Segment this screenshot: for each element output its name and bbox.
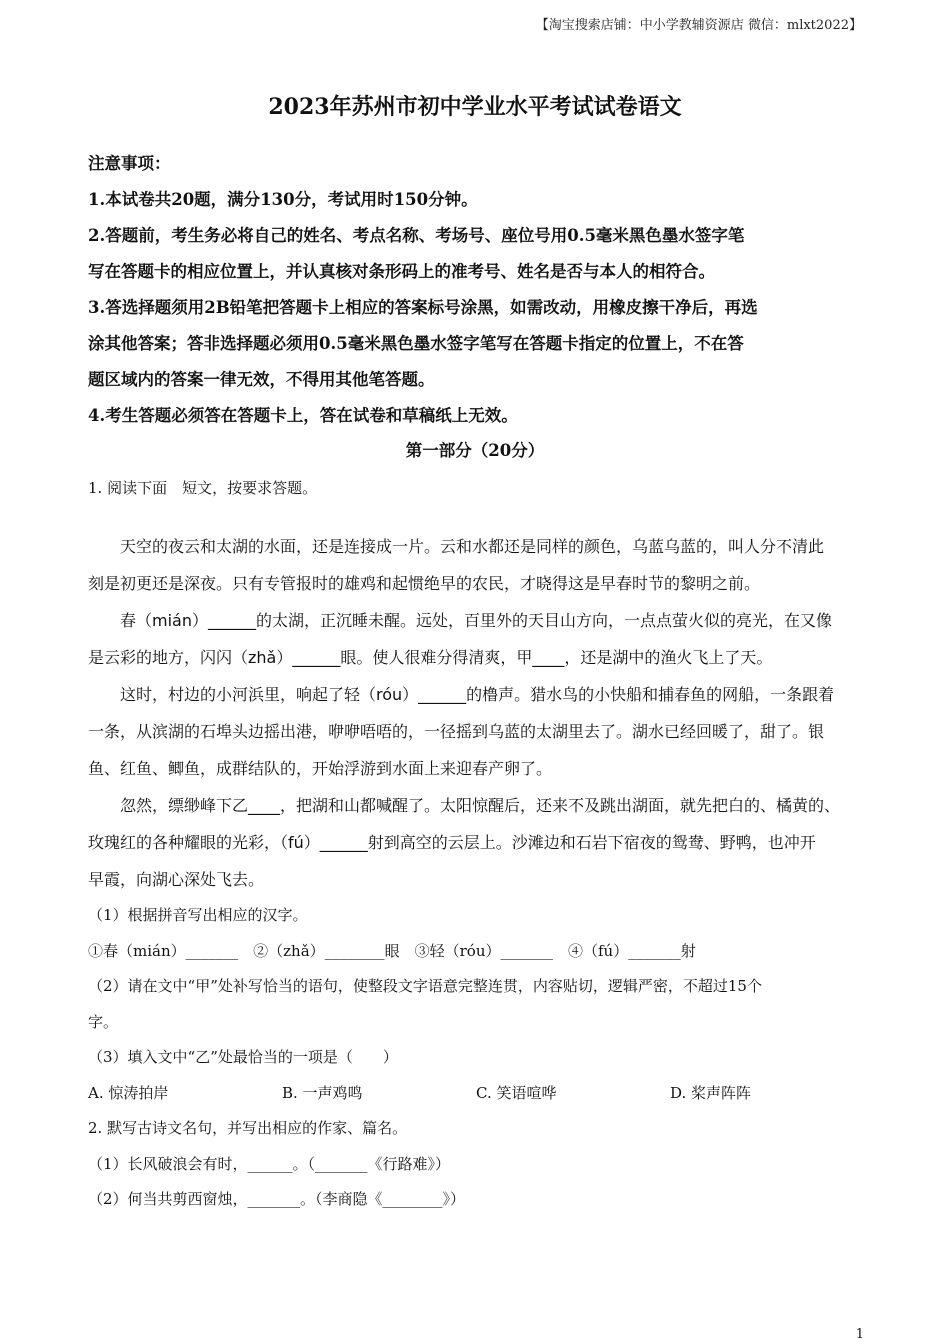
passage-line: 这时，村边的小河浜里，响起了轻（róu）______的橹声。猎水鸟的小快船和捕春鱼的网船，一条跟着 [88,685,835,704]
passage-line: 是云彩的地方，闪闪（zhǎ）______眼。使人很难分得清爽，甲____，还是湖中的渔火飞上了天。 [88,648,773,667]
question-2-1: （1）长风破浪会有时，______。（_______《行路难》） [88,1154,451,1173]
notice-block [88,146,863,434]
passage-line: 早霞，向湖心深处飞去。 [88,870,265,889]
notice-line: 4.考生答题必须答在答题卡上，答在试卷和草稿纸上无效。 [88,406,518,425]
question-1-3: （3）填入文中“乙”处最恰当的一项是（ ） [88,1048,398,1066]
question-2-2: （2）何当共剪西窗烛，_______。（李商隐《________》） [88,1190,466,1208]
passage-line: 刻是初更还是深夜。只有专管报时的雄鸡和起惯绝早的农民，才晓得这是早春时节的黎明之前。 [88,574,761,593]
page-number: 1 [855,1327,864,1342]
option-b: B. 一声鸡鸣 [282,1083,363,1102]
option-d: D. 桨声阵阵 [670,1083,752,1102]
page-title: 2023年苏州市初中学业水平考试试卷语文 [268,94,682,120]
question-1-2: （2）请在文中“甲”处补写恰当的语句，使整段文字语意完整连贯，内容贴切，逻辑严密，不超过15个 [88,977,762,995]
question-1-intro: 1. 阅读下面 短文，按要求答题。 [88,479,318,497]
header-note: 【淘宝搜索店铺：中小学教辅资源店 微信：mlxt2022】 [535,18,862,33]
option-a: A. 惊涛拍岸 [88,1083,169,1102]
passage-line: 一条，从滨湖的石埠头边摇出港，咿咿唔唔的，一径摇到乌蓝的太湖里去了。湖水已经回暖了，甜了。银 [88,722,825,741]
notice-line: 写在答题卡的相应位置上，并认真核对条形码上的准考号、姓名是否与本人的相符合。 [88,262,715,281]
notice-line: 3.答选择题须用2B铅笔把答题卡上相应的答案标号涂黑，如需改动，用橡皮擦干净后，再选 [88,298,758,317]
notice-line: 1.本试卷共20题，满分130分，考试用时150分钟。 [88,190,478,209]
notice-line: 题区域内的答案一律无效，不得用其他笔答题。 [88,370,435,389]
question-1-2-cont: 字。 [88,1012,119,1031]
section-title: 第一部分（20分） [405,441,545,460]
question-1-1-blanks: ①春（mián）_______ ②（zhǎ）________眼 ③轻（róu）_______ ④（fú）_______射 [88,941,696,960]
notice-line: 涂其他答案；答非选择题必须用0.5毫米黑色墨水签字笔写在答题卡指定的位置上，不在答 [88,334,744,353]
notice-line: 2.答题前，考生务必将自己的姓名、考点名称、考场号、座位号用0.5毫米黑色墨水签字笔 [88,226,745,245]
passage-line: 春（mián）______的太湖，正沉睡未醒。远处，百里外的天目山方向，一点点萤火似的亮光，在又像 [88,611,832,630]
question-1-3-options [88,1076,864,1112]
reading-passage [88,528,864,898]
passage-line: 天空的夜云和太湖的水面，还是连接成一片。云和水都还是同样的颜色，乌蓝乌蓝的，叫人分不清此 [88,537,825,556]
question-1-1: （1）根据拼音写出相应的汉字。 [88,906,308,924]
passage-line: 鱼、红鱼、鲫鱼，成群结队的，开始浮游到水面上来迎春产卵了。 [88,759,553,778]
passage-line: 忽然，缥缈峰下乙____，把湖和山都喊醒了。太阳惊醒后，还来不及跳出湖面，就先把白的、橘黄的、 [88,796,841,815]
question-items [88,898,864,1218]
passage-line: 玫瑰红的各种耀眼的光彩，（fú）______射到高空的云层上。沙滩边和石岩下宿夜的鸳鸯、野鸭，也冲开 [88,833,816,852]
option-c: C. 笑语喧哗 [476,1083,557,1102]
question-2: 2. 默写古诗文名句，并写出相应的作家、篇名。 [88,1119,408,1137]
notice-heading: 注意事项： [88,154,171,173]
